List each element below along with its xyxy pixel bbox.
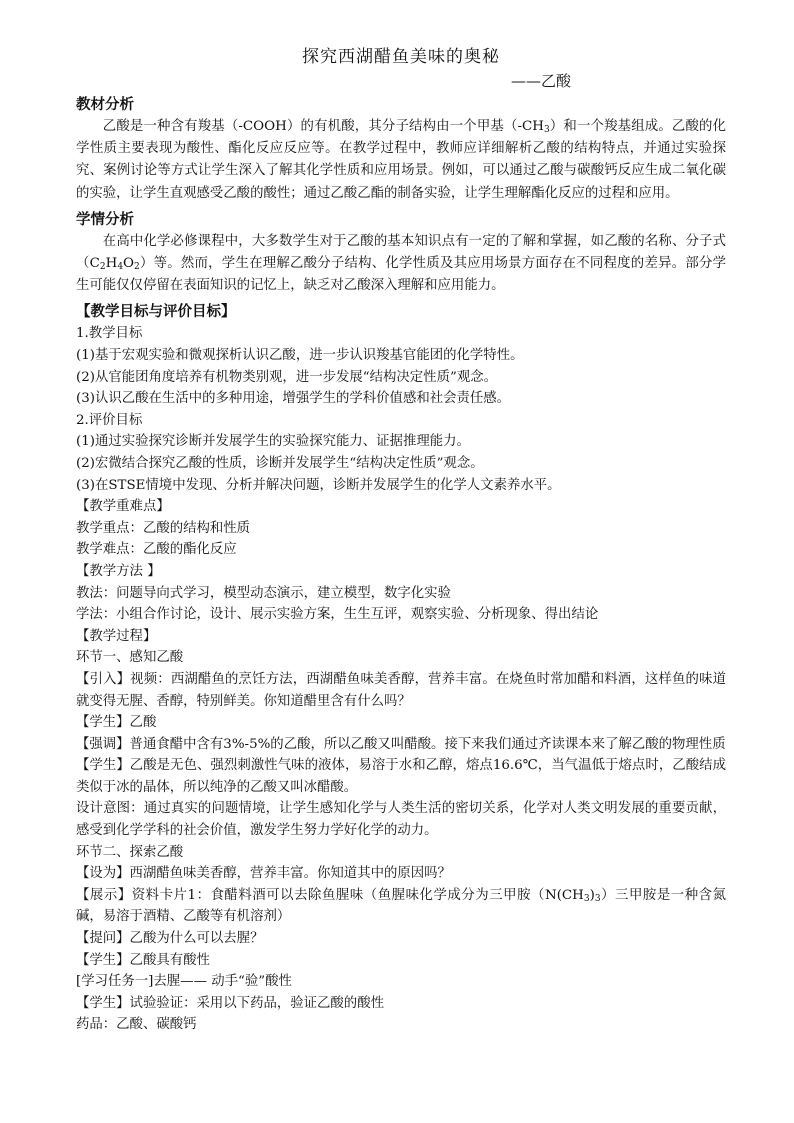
difficult-point: 教学难点：乙酸的酯化反应 (76, 542, 237, 558)
text-run: O (123, 256, 135, 272)
design-intent-paragraph: 设计意图：通过真实的问题情境，让学生感知化学与人类生活的密切关系，化学对人类文明发展的重要贡献，感受到化学学科的社会价值，激发学生努力学好化学的动力。 (76, 801, 726, 839)
question-line: 【设为】西湖醋鱼味美香醇，营养丰富。你知道其中的原因吗？ (76, 866, 451, 882)
text-run: H (105, 256, 118, 272)
student-analysis-paragraph (76, 231, 726, 298)
subscript: 2 (99, 262, 106, 273)
student-response: 【学生】试验验证：采用以下药品，验证乙酸的酸性 (76, 995, 384, 1011)
key-points-heading: 【教学重难点】 (76, 499, 170, 515)
document-subtitle: ——乙酸 (511, 72, 572, 90)
evaluation-goal-item: (1)通过实验探究诊断并发展学生的实验探究能力、证据推理能力。 (76, 434, 470, 450)
text-run: ）等。然而，学生在理解乙酸分子结构、化学性质及其应用场景方面存在不同程度的差异。部分学生可能仅仅停留在表面知识的记忆上，缺乏对乙酸深入理解和应用能力。 (76, 256, 727, 294)
method-heading: 【教学方法 】 (76, 563, 161, 579)
show-paragraph (76, 885, 726, 928)
subscript: 2 (134, 262, 140, 273)
text-run: ）三甲胺是一种含氮碱，易溶于酒精、乙酸等有机溶剂） (76, 887, 726, 925)
text-run: 【展示】资料卡片1：食醋料酒可以去除鱼腥味（鱼腥味化学成分为三甲胺（N(CH (76, 887, 584, 903)
evaluation-goal-item: (3)在STSE情境中发现、分析并解决问题，诊断并发展学生的化学人文素养水平。 (76, 477, 561, 493)
stage-one-title: 环节一、感知乙酸 (76, 650, 184, 666)
evaluation-goals-title: 2.评价目标 (76, 412, 143, 428)
title-block (76, 42, 726, 92)
text-run: 在高中化学必修课程中，大多数学生对于乙酸的基本知识点有一定的了解和掌握，如乙酸的名称、分子式（C (76, 233, 726, 272)
subscript: 4 (117, 262, 124, 273)
learning-task-one: [学习任务一]去腥—— 动手“验”酸性 (76, 974, 292, 990)
drugs-line: 药品：乙酸、碳酸钙 (76, 1017, 197, 1033)
key-point: 教学重点：乙酸的结构和性质 (76, 520, 251, 536)
evaluation-goal-item: (2)宏微结合探究乙酸的性质，诊断并发展学生“结构决定性质”观念。 (76, 455, 484, 471)
teaching-goal-item: (1)基于宏观实验和微观探析认识乙酸，进一步认识羧基官能团的化学特性。 (76, 348, 524, 364)
subscript: 3 (594, 893, 601, 904)
text-run: ）和一个羧基组成。乙酸的化学性质主要表现为酸性、酯化反应反应等。在教学过程中，教师应详细解析乙酸的结构特点，并通过实验探究、案例讨论等方式让学生深入了解其化学性质和应用场景。例如，可以通过乙酸与碳酸钙反应生成二氧化碳的实验，让学生直观感受乙酸的酸性；通过乙酸乙酯的制备实验，让学生理解酯化反应的过程和应用。 (76, 119, 726, 201)
stage-two-title: 环节二、探索乙酸 (76, 844, 184, 860)
student-response-paragraph: 【学生】乙酸是无色、强烈刺激性气味的液体，易溶于水和乙醇，熔点16.6℃，当气温低于熔点时，乙酸结成类似于冰的晶体，所以纯净的乙酸又叫冰醋酸。 (76, 758, 726, 795)
teaching-goals-title: 1.教学目标 (76, 326, 143, 342)
subscript: 3 (583, 893, 590, 904)
learning-method: 学法：小组合作讨论，设计、展示实验方案，生生互评，观察实验、分析现象、得出结论 (76, 607, 599, 623)
goals-heading: 【教学目标与评价目标】 (76, 303, 236, 321)
text-run: ) (589, 887, 595, 903)
student-response: 【学生】乙酸 (76, 715, 157, 731)
student-response: 【学生】乙酸具有酸性 (76, 952, 210, 968)
teaching-goal-item: (2)从官能团角度培养有机物类别观，进一步发展“结构决定性质”观念。 (76, 369, 497, 385)
intro-paragraph: 【引入】视频：西湖醋鱼的烹饪方法，西湖醋鱼味美香醇，营养丰富。在烧鱼时常加醋和料酒，这样鱼的味道就变得无腥、香醇，特别鲜美。你知道醋里含有什么吗？ (76, 671, 726, 709)
teaching-method: 教法：问题导向式学习，模型动态演示，建立模型，数字化实验 (76, 585, 451, 601)
section-heading-textbook-analysis: 教材分析 (76, 96, 134, 113)
ask-line: 【提问】乙酸为什么可以去腥？ (76, 931, 264, 947)
document-title: 探究西湖醋鱼美味的奥秘 (302, 47, 500, 67)
textbook-analysis-paragraph (76, 116, 726, 205)
section-heading-student-analysis: 学情分析 (76, 210, 134, 228)
subscript: 3 (543, 125, 550, 135)
process-heading: 【教学过程】 (76, 628, 157, 644)
text-run: 乙酸是一种含有羧基（-COOH）的有机酸，其分子结构由一个甲基（-CH (102, 119, 544, 134)
emphasis-paragraph: 【强调】普通食醋中含有3%-5%的乙酸，所以乙酸又叫醋酸。接下来我们通过齐读课本来了解乙酸的物理性质 (76, 736, 726, 752)
document-page (76, 42, 726, 1036)
teaching-goal-item: (3)认识乙酸在生活中的多种用途，增强学生的学科价值感和社会责任感。 (76, 391, 511, 407)
